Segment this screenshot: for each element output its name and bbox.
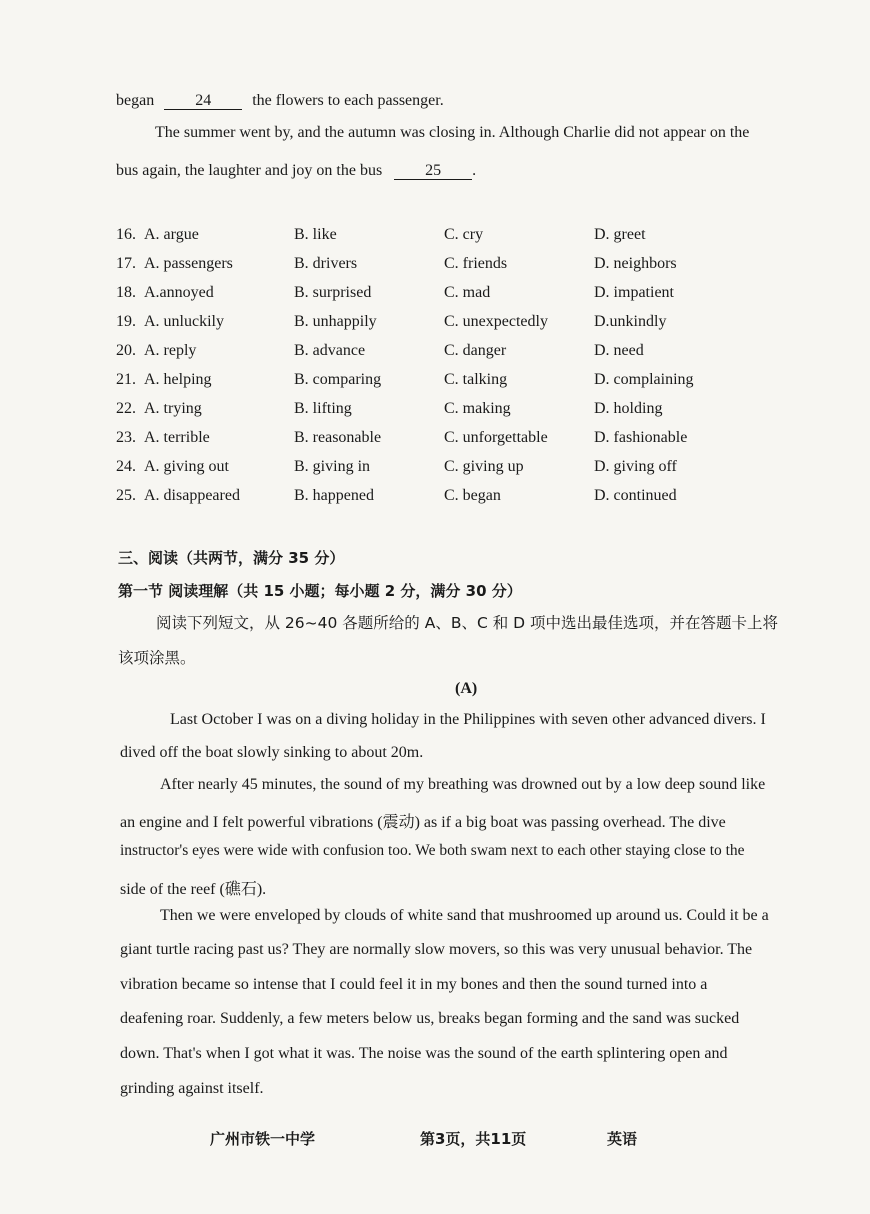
option-b: B. surprised — [294, 284, 372, 301]
passage-line: Then we were enveloped by clouds of white sand that mushroomed up around us. Could it be a — [160, 907, 769, 924]
cloze-text: the flowers to each passenger. — [252, 92, 444, 109]
option-c: C. making — [444, 400, 511, 417]
option-a: A. trying — [144, 400, 202, 417]
option-a: A. unluckily — [144, 313, 224, 330]
passage-line: instructor's eyes were wide with confusion too. We both swam next to each other staying close to the — [120, 842, 745, 859]
option-a: A. reply — [144, 342, 197, 359]
option-c: C. began — [444, 487, 501, 504]
option-c: C. friends — [444, 255, 508, 272]
option-d: D. continued — [594, 487, 677, 504]
option-c: C. giving up — [444, 458, 524, 475]
footer-school: 广州市铁一中学 — [210, 1130, 316, 1148]
passage-line: deafening roar. Suddenly, a few meters below us, breaks began forming and the sand was sucked — [120, 1010, 740, 1027]
option-b: B. comparing — [294, 371, 382, 388]
footer-page-number: 第3页，共11页 — [420, 1130, 527, 1148]
option-a: A. terrible — [144, 429, 210, 446]
option-a: A.annoyed — [144, 284, 214, 301]
question-number: 18. — [116, 284, 136, 301]
option-b: B. drivers — [294, 255, 358, 272]
option-b: B. giving in — [294, 458, 371, 475]
option-a: A. argue — [144, 226, 199, 243]
option-b: B. advance — [294, 342, 366, 359]
option-d: D.unkindly — [594, 313, 667, 330]
option-a: A. giving out — [144, 458, 229, 475]
passage-line: giant turtle racing past us? They are normally slow movers, so this was very unusual behavior. The — [120, 941, 753, 958]
cloze-line-2 — [155, 124, 749, 142]
option-c: C. mad — [444, 284, 491, 301]
option-d: D. fashionable — [594, 429, 688, 446]
instruction-line-2: 该项涂黑。 — [118, 649, 196, 667]
cloze-line-1 — [116, 92, 444, 110]
question-number: 16. — [116, 226, 136, 243]
passage-line: vibration became so intense that I could feel it in my bones and then the sound turned into a — [120, 976, 708, 993]
passage-label: (A) — [455, 680, 478, 697]
passage-line: side of the reef (礁石). — [120, 881, 267, 898]
option-c: C. cry — [444, 226, 484, 243]
option-a: A. disappeared — [144, 487, 240, 504]
question-number: 24. — [116, 458, 136, 475]
passage-line: dived off the boat slowly sinking to about 20m. — [120, 744, 424, 761]
section-heading: 三、阅读（共两节，满分 35 分） — [118, 549, 345, 567]
passage-line: After nearly 45 minutes, the sound of my breathing was drowned out by a low deep sound like — [160, 776, 766, 793]
question-number: 20. — [116, 342, 136, 359]
option-b: B. lifting — [294, 400, 352, 417]
option-b: B. reasonable — [294, 429, 382, 446]
option-d: D. neighbors — [594, 255, 677, 272]
option-a: A. helping — [144, 371, 212, 388]
cloze-text: bus again, the laughter and joy on the bus — [116, 162, 383, 179]
question-number: 19. — [116, 313, 136, 330]
option-d: D. greet — [594, 226, 646, 243]
question-number: 21. — [116, 371, 136, 388]
option-d: D. holding — [594, 400, 663, 417]
instruction-line-1: 阅读下列短文，从 26~40 各题所给的 A、B、C 和 D 项中选出最佳选项，并在答题卡上将 — [156, 614, 778, 632]
option-d: D. need — [594, 342, 644, 359]
option-d: D. impatient — [594, 284, 674, 301]
option-b: B. unhappily — [294, 313, 377, 330]
option-a: A. passengers — [144, 255, 233, 272]
question-number: 17. — [116, 255, 136, 272]
cloze-text: began — [116, 92, 155, 109]
option-d: D. giving off — [594, 458, 677, 475]
answer-blank-25: 25 — [394, 163, 472, 180]
cloze-line-3 — [116, 162, 476, 180]
answer-blank-24: 24 — [164, 93, 242, 110]
option-c: C. unforgettable — [444, 429, 548, 446]
question-number: 22. — [116, 400, 136, 417]
option-c: C. unexpectedly — [444, 313, 548, 330]
option-d: D. complaining — [594, 371, 694, 388]
cloze-text: The summer went by, and the autumn was closing in. Although Charlie did not appear on the — [155, 124, 750, 141]
passage-line: down. That's when I got what it was. The noise was the sound of the earth splintering open and — [120, 1045, 728, 1062]
option-b: B. happened — [294, 487, 374, 504]
option-c: C. danger — [444, 342, 507, 359]
footer-subject: 英语 — [607, 1130, 638, 1148]
passage-line: Last October I was on a diving holiday in the Philippines with seven other advanced divers. I — [170, 711, 766, 728]
cloze-text: . — [472, 162, 477, 179]
question-number: 25. — [116, 487, 136, 504]
question-number: 23. — [116, 429, 136, 446]
passage-line: grinding against itself. — [120, 1080, 264, 1097]
option-c: C. talking — [444, 371, 508, 388]
section-subheading: 第一节 阅读理解（共 15 小题；每小题 2 分，满分 30 分） — [118, 582, 522, 600]
option-b: B. like — [294, 226, 337, 243]
passage-line: an engine and I felt powerful vibrations (震动) as if a big boat was passing overhead. The dive — [120, 814, 726, 831]
